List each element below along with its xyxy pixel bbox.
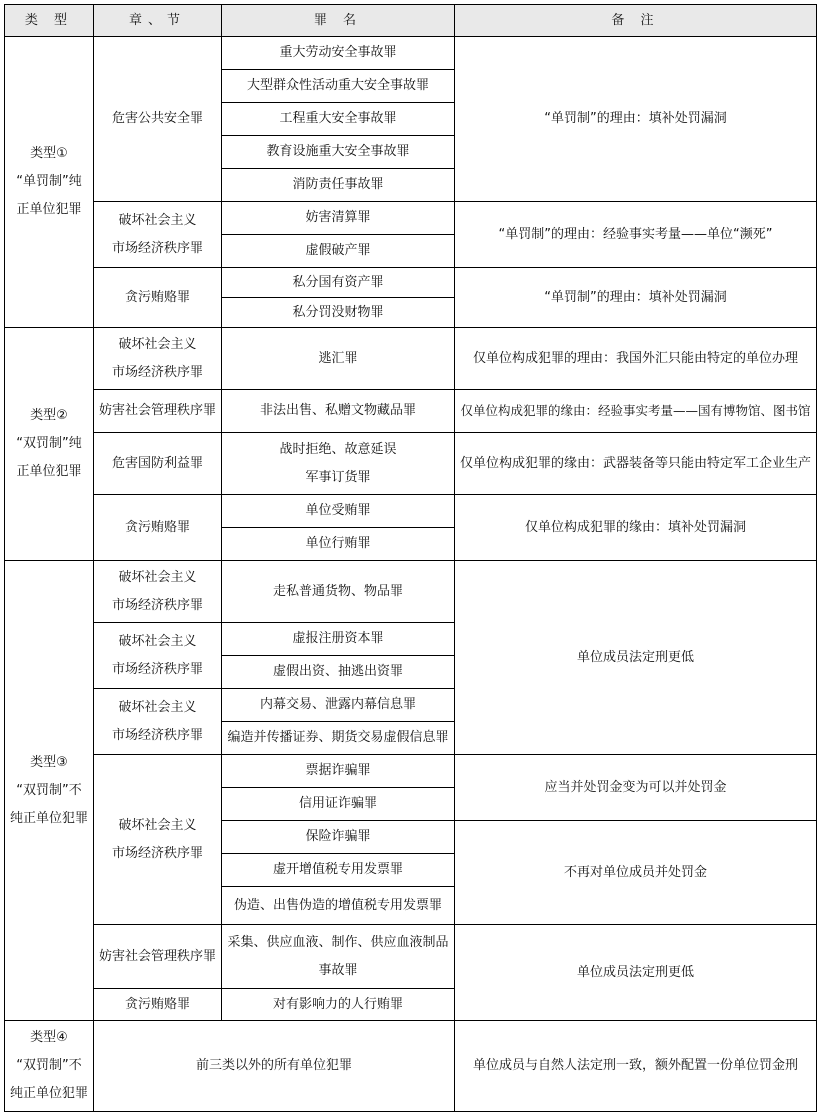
crime-cell: 保险诈骗罪	[222, 821, 455, 854]
crime-cell: 伪造、出售伪造的增值税专用发票罪	[222, 887, 455, 925]
crime-cell: 大型群众性活动重大安全事故罪	[222, 70, 455, 103]
type-3-chapter-5: 妨害社会管理秩序罪	[94, 925, 222, 989]
type-4-note: 单位成员与自然人法定刑一致，额外配置一份单位罚金刑	[455, 1021, 817, 1112]
type-2-chapter-4: 贪污贿赂罪	[94, 495, 222, 561]
header-chapter: 章、节	[94, 5, 222, 37]
type-3-note-3: 不再对单位成员并处罚金	[455, 821, 817, 925]
header-note: 备 注	[455, 5, 817, 37]
crime-cell: 消防责任事故罪	[222, 169, 455, 202]
type-1-chapter-2: 破坏社会主义 市场经济秩序罪	[94, 202, 222, 268]
table-row	[5, 561, 817, 623]
header-row	[5, 5, 817, 37]
table-row	[5, 202, 817, 235]
crime-cell: 战时拒绝、故意延误 军事订货罪	[222, 433, 455, 495]
crime-cell: 单位行贿罪	[222, 528, 455, 561]
unit-crime-classification-table	[4, 4, 817, 1112]
type-3-chapter-1: 破坏社会主义 市场经济秩序罪	[94, 561, 222, 623]
type-3-chapter-6: 贪污贿赂罪	[94, 989, 222, 1021]
crime-cell: 单位受贿罪	[222, 495, 455, 528]
crime-cell: 走私普通货物、物品罪	[222, 561, 455, 623]
type-1-label: 类型① “单罚制”纯 正单位犯罪	[5, 37, 94, 328]
crime-cell: 信用证诈骗罪	[222, 788, 455, 821]
crime-cell: 私分罚没财物罪	[222, 298, 455, 328]
type-2-note-3: 仅单位构成犯罪的缘由：武器装备等只能由特定军工企业生产	[455, 433, 817, 495]
crime-cell: 虚报注册资本罪	[222, 623, 455, 656]
type-2-label: 类型② “双罚制”纯 正单位犯罪	[5, 328, 94, 561]
type-1-chapter-3: 贪污贿赂罪	[94, 268, 222, 328]
type-1-note-1: “单罚制”的理由：填补处罚漏洞	[455, 37, 817, 202]
type-2-chapter-3: 危害国防利益罪	[94, 433, 222, 495]
type-2-chapter-2: 妨害社会管理秩序罪	[94, 390, 222, 433]
crime-cell: 采集、供应血液、制作、供应血液制品 事故罪	[222, 925, 455, 989]
header-crime: 罪 名	[222, 5, 455, 37]
type-1-chapter-1: 危害公共安全罪	[94, 37, 222, 202]
table-row	[5, 433, 817, 464]
crime-cell: 虚假破产罪	[222, 235, 455, 268]
table-row	[5, 755, 817, 788]
crime-cell: 票据诈骗罪	[222, 755, 455, 788]
crime-cell: 内幕交易、泄露内幕信息罪	[222, 689, 455, 722]
table-row	[5, 390, 817, 433]
table-row	[5, 1021, 817, 1112]
crime-cell: 教育设施重大安全事故罪	[222, 136, 455, 169]
table-row	[5, 328, 817, 390]
type-2-note-4: 仅单位构成犯罪的缘由：填补处罚漏洞	[455, 495, 817, 561]
crime-cell: 私分国有资产罪	[222, 268, 455, 298]
type-3-note-2: 应当并处罚金变为可以并处罚金	[455, 755, 817, 821]
crime-cell: 工程重大安全事故罪	[222, 103, 455, 136]
type-3-chapter-4: 破坏社会主义 市场经济秩序罪	[94, 755, 222, 925]
type-3-chapter-3: 破坏社会主义 市场经济秩序罪	[94, 689, 222, 755]
type-3-note-1: 单位成员法定刑更低	[455, 561, 817, 755]
crime-cell: 非法出售、私赠文物藏品罪	[222, 390, 455, 433]
crime-cell: 对有影响力的人行贿罪	[222, 989, 455, 1021]
table-row	[5, 925, 817, 957]
type-4-chapter-crime: 前三类以外的所有单位犯罪	[94, 1021, 455, 1112]
type-3-note-4: 单位成员法定刑更低	[455, 925, 817, 1021]
type-2-note-1: 仅单位构成犯罪的理由：我国外汇只能由特定的单位办理	[455, 328, 817, 390]
type-1-note-2: “单罚制”的理由：经验事实考量——单位“濒死”	[455, 202, 817, 268]
table-row	[5, 495, 817, 528]
crime-cell: 虚假出资、抽逃出资罪	[222, 656, 455, 689]
type-3-label: 类型③ “双罚制”不 纯正单位犯罪	[5, 561, 94, 1021]
header-type: 类 型	[5, 5, 94, 37]
crime-cell: 逃汇罪	[222, 328, 455, 390]
type-3-chapter-2: 破坏社会主义 市场经济秩序罪	[94, 623, 222, 689]
crime-cell: 妨害清算罪	[222, 202, 455, 235]
type-4-label: 类型④ “双罚制”不 纯正单位犯罪	[5, 1021, 94, 1112]
crime-cell: 虚开增值税专用发票罪	[222, 854, 455, 887]
type-2-chapter-1: 破坏社会主义 市场经济秩序罪	[94, 328, 222, 390]
type-2-note-2: 仅单位构成犯罪的缘由：经验事实考量——国有博物馆、图书馆	[455, 390, 817, 433]
table-row	[5, 268, 817, 298]
crime-cell: 编造并传播证券、期货交易虚假信息罪	[222, 722, 455, 755]
type-1-note-3: “单罚制”的理由：填补处罚漏洞	[455, 268, 817, 328]
table-row	[5, 37, 817, 70]
crime-cell: 重大劳动安全事故罪	[222, 37, 455, 70]
